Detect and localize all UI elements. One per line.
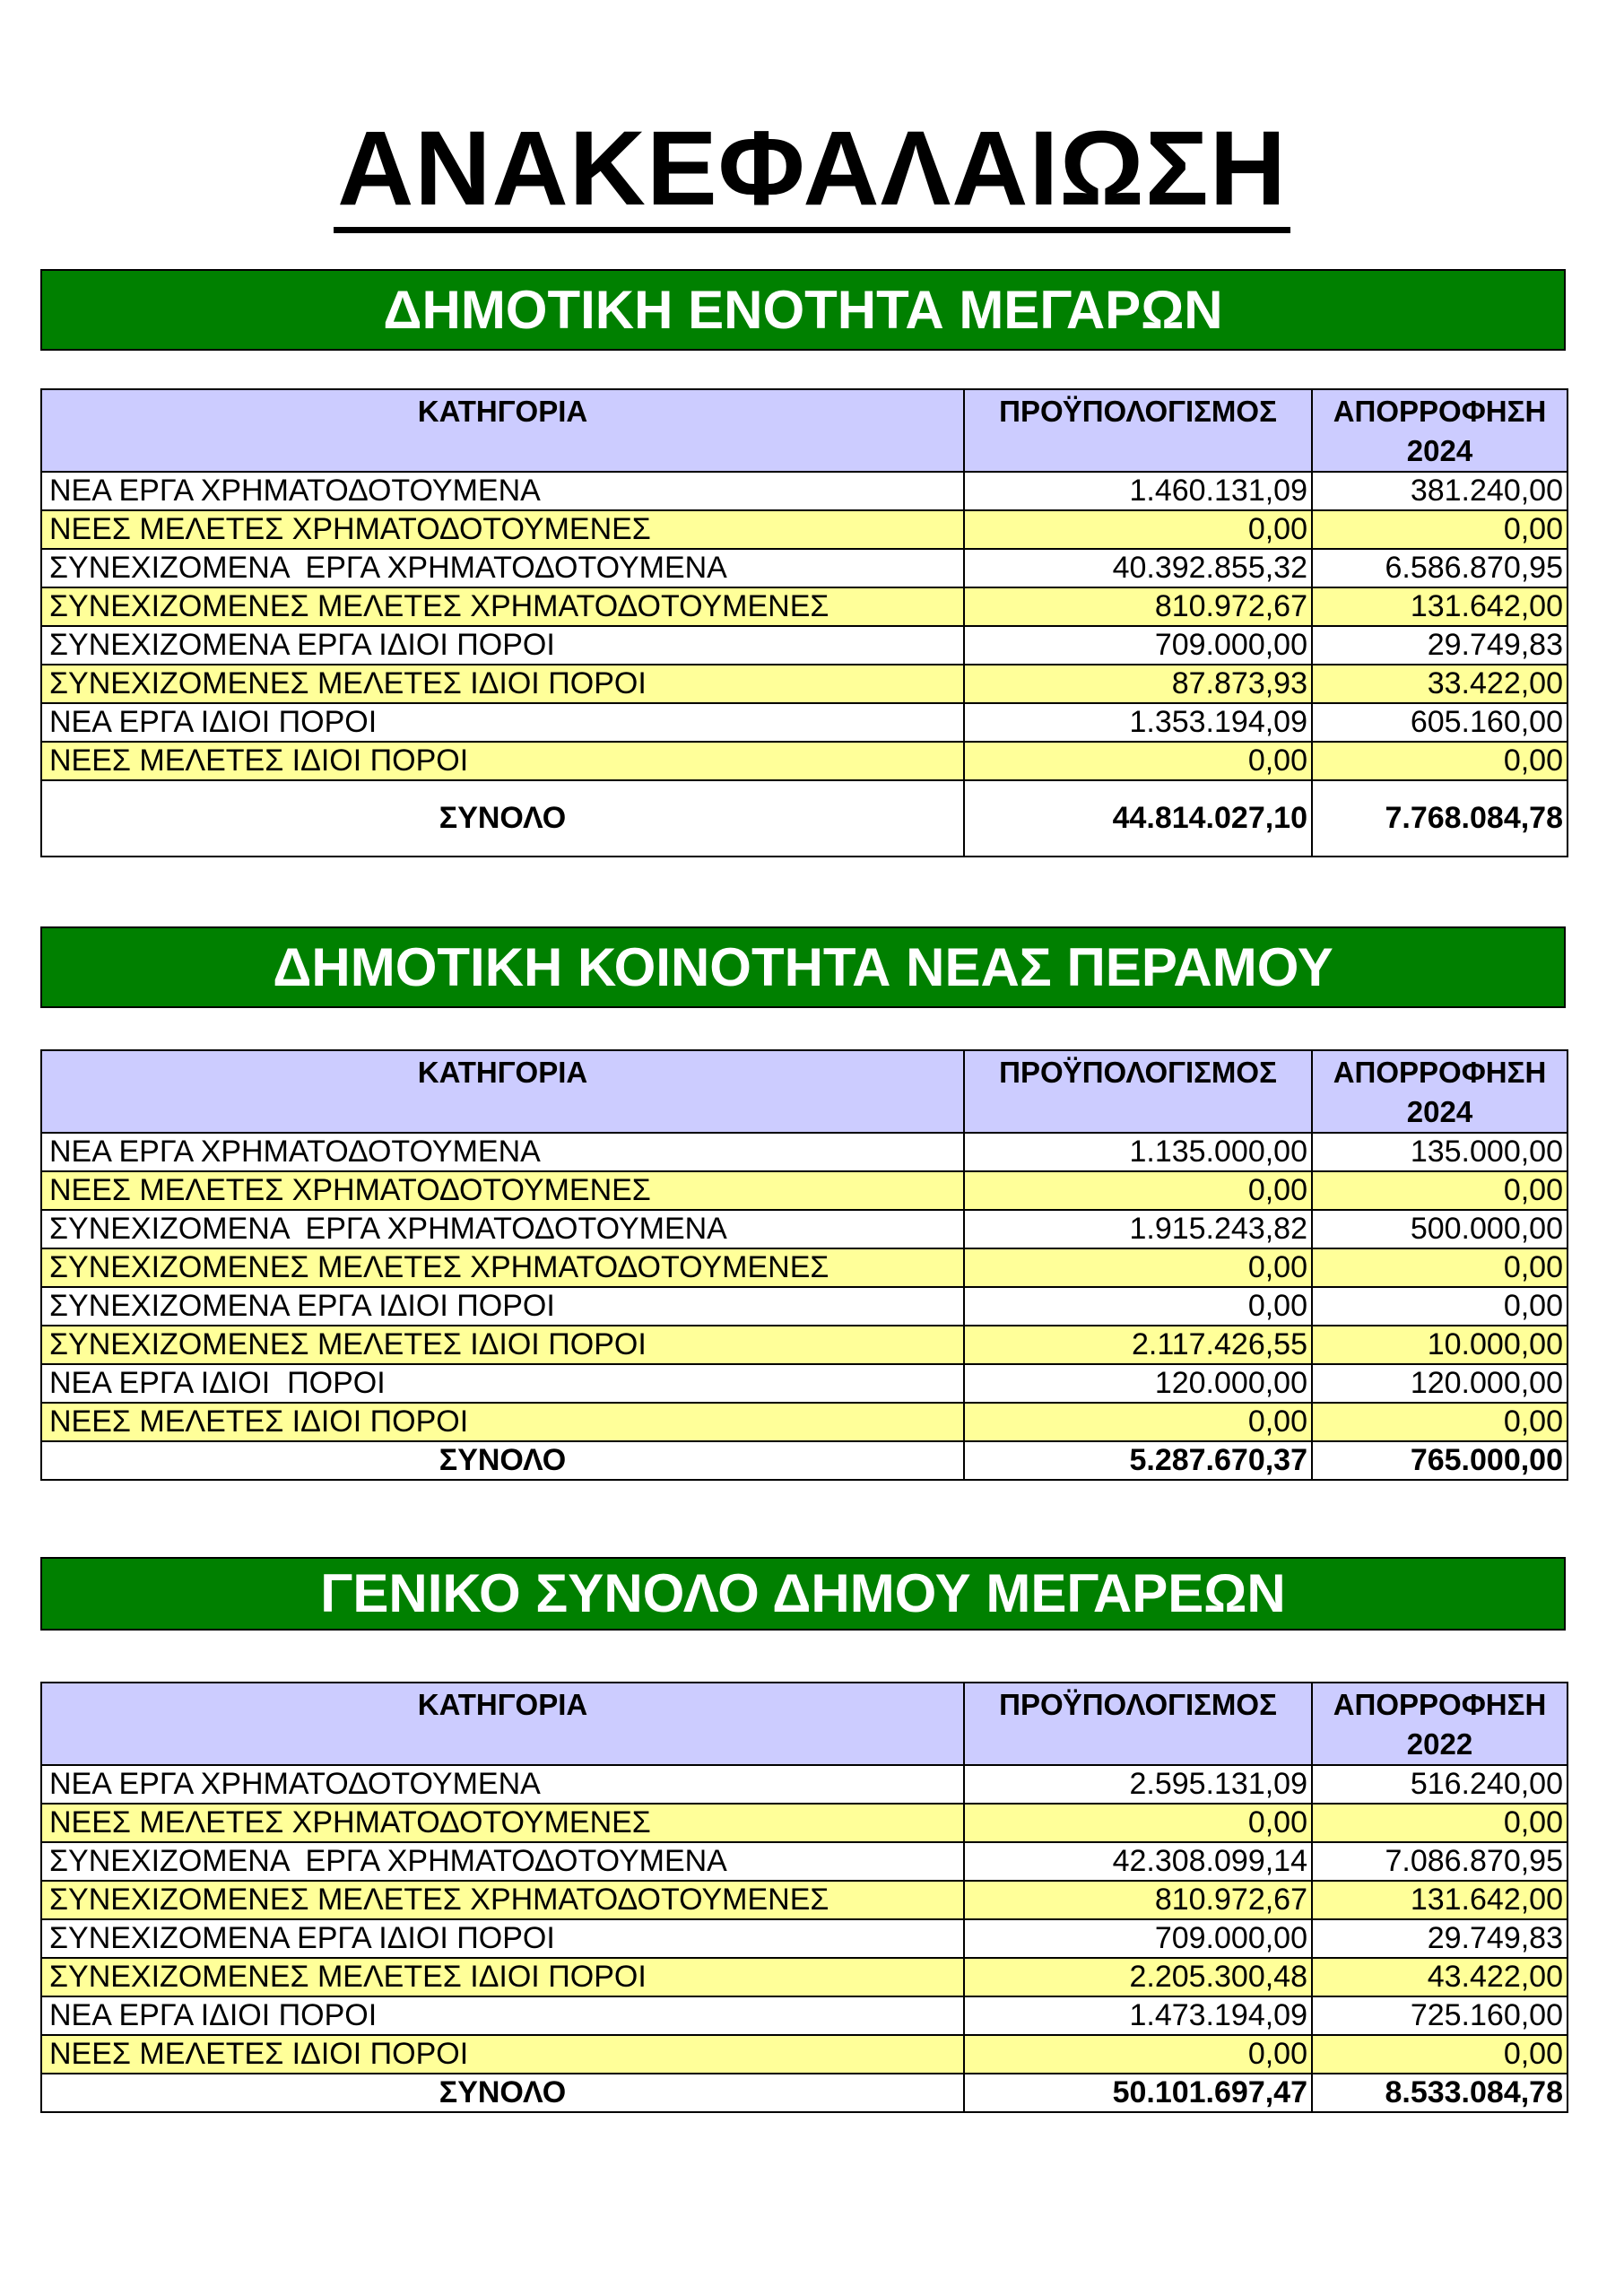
row-absorption: 33.422,00 [1312,665,1568,703]
row-budget: 0,00 [964,1287,1312,1326]
row-budget: 0,00 [964,1171,1312,1210]
table-row [41,1765,1568,1804]
total-budget: 5.287.670,37 [964,1441,1312,1480]
column-header-year: 2024 [1406,434,1473,467]
table-total-row [41,2074,1568,2112]
section-heading-text: ΓΕΝΙΚΟ ΣΥΝΟΛΟ ΔΗΜΟΥ ΜΕΓΑΡΕΩΝ [320,1563,1286,1623]
summary-table-nea-peramos [40,1049,1568,1481]
table-row [41,1133,1568,1171]
table-row [41,2035,1568,2074]
table-row [41,1881,1568,1919]
column-header-absorption [1312,1683,1568,1765]
column-header-budget: ΠΡΟΫΠΟΛΟΓΙΣΜΟΣ [964,1050,1312,1133]
row-budget: 1.135.000,00 [964,1133,1312,1171]
row-category: ΣΥΝΕΧΙΖΟΜΕΝΕΣ ΜΕΛΕΤΕΣ ΙΔΙΟΙ ΠΟΡΟΙ [41,1958,964,1996]
row-budget: 1.460.131,09 [964,472,1312,510]
row-absorption: 10.000,00 [1312,1326,1568,1364]
row-budget: 1.473.194,09 [964,1996,1312,2035]
column-header-budget: ΠΡΟΫΠΟΛΟΓΙΣΜΟΣ [964,1683,1312,1765]
row-budget: 40.392.855,32 [964,549,1312,587]
table-row [41,1364,1568,1403]
table-total-row [41,780,1568,857]
row-absorption: 7.086.870,95 [1312,1842,1568,1881]
section-heading-text: ΔΗΜΟΤΙΚΗ ΚΟΙΝΟΤΗΤΑ ΝΕΑΣ ΠΕΡΑΜΟΥ [273,937,1333,997]
total-budget: 44.814.027,10 [964,780,1312,857]
row-category: ΝΕΑ ΕΡΓΑ ΙΔΙΟΙ ΠΟΡΟΙ [41,1996,964,2035]
total-label: ΣΥΝΟΛΟ [41,1441,964,1480]
row-absorption: 0,00 [1312,742,1568,780]
table-row [41,1919,1568,1958]
total-absorption: 765.000,00 [1312,1441,1568,1480]
column-header-absorption-label: ΑΠΟΡΡΟΦΗΣΗ [1333,1688,1547,1721]
row-absorption: 0,00 [1312,510,1568,549]
table-row [41,665,1568,703]
table-row [41,510,1568,549]
row-category: ΝΕΕΣ ΜΕΛΕΤΕΣ ΙΔΙΟΙ ΠΟΡΟΙ [41,742,964,780]
total-absorption: 8.533.084,78 [1312,2074,1568,2112]
row-category: ΝΕΕΣ ΜΕΛΕΤΕΣ ΧΡΗΜΑΤΟΔΟΤΟΥΜΕΝΕΣ [41,1804,964,1842]
row-budget: 0,00 [964,510,1312,549]
row-budget: 0,00 [964,1403,1312,1441]
row-budget: 0,00 [964,1248,1312,1287]
row-category: ΣΥΝΕΧΙΖΟΜΕΝΑ ΕΡΓΑ ΧΡΗΜΑΤΟΔΟΤΟΥΜΕΝΑ [41,1210,964,1248]
table-row [41,1248,1568,1287]
table-header-row [41,389,1568,472]
row-absorption: 120.000,00 [1312,1364,1568,1403]
row-absorption: 0,00 [1312,1287,1568,1326]
table-row [41,703,1568,742]
row-absorption: 0,00 [1312,1403,1568,1441]
row-category: ΣΥΝΕΧΙΖΟΜΕΝΕΣ ΜΕΛΕΤΕΣ ΙΔΙΟΙ ΠΟΡΟΙ [41,665,964,703]
table-row [41,1326,1568,1364]
column-header-budget: ΠΡΟΫΠΟΛΟΓΙΣΜΟΣ [964,389,1312,472]
table-header-row [41,1050,1568,1133]
row-budget: 120.000,00 [964,1364,1312,1403]
table-row [41,626,1568,665]
row-budget: 2.117.426,55 [964,1326,1312,1364]
table-row [41,742,1568,780]
row-absorption: 0,00 [1312,1171,1568,1210]
row-absorption: 725.160,00 [1312,1996,1568,2035]
row-category: ΣΥΝΕΧΙΖΟΜΕΝΕΣ ΜΕΛΕΤΕΣ ΧΡΗΜΑΤΟΔΟΤΟΥΜΕΝΕΣ [41,1248,964,1287]
section-heading-text: ΔΗΜΟΤΙΚΗ ΕΝΟΤΗΤΑ ΜΕΓΑΡΩΝ [383,280,1223,340]
row-budget: 1.353.194,09 [964,703,1312,742]
section-heading-megara [40,269,1566,351]
row-category: ΝΕΑ ΕΡΓΑ ΙΔΙΟΙ ΠΟΡΟΙ [41,1364,964,1403]
table-row [41,472,1568,510]
column-header-category: ΚΑΤΗΓΟΡΙΑ [41,1050,964,1133]
total-label: ΣΥΝΟΛΟ [41,2074,964,2112]
column-header-absorption-label: ΑΠΟΡΡΟΦΗΣΗ [1333,395,1547,428]
row-category: ΣΥΝΕΧΙΖΟΜΕΝΑ ΕΡΓΑ ΧΡΗΜΑΤΟΔΟΤΟΥΜΕΝΑ [41,1842,964,1881]
section-heading-nea-peramos [40,926,1566,1008]
row-category: ΝΕΑ ΕΡΓΑ ΧΡΗΜΑΤΟΔΟΤΟΥΜΕΝΑ [41,1765,964,1804]
row-absorption: 500.000,00 [1312,1210,1568,1248]
row-budget: 0,00 [964,1804,1312,1842]
row-category: ΣΥΝΕΧΙΖΟΜΕΝΕΣ ΜΕΛΕΤΕΣ ΙΔΙΟΙ ΠΟΡΟΙ [41,1326,964,1364]
table-row [41,1403,1568,1441]
row-absorption: 131.642,00 [1312,587,1568,626]
row-category: ΣΥΝΕΧΙΖΟΜΕΝΑ ΕΡΓΑ ΙΔΙΟΙ ΠΟΡΟΙ [41,626,964,665]
row-budget: 2.595.131,09 [964,1765,1312,1804]
row-category: ΝΕΕΣ ΜΕΛΕΤΕΣ ΧΡΗΜΑΤΟΔΟΤΟΥΜΕΝΕΣ [41,1171,964,1210]
row-category: ΝΕΕΣ ΜΕΛΕΤΕΣ ΧΡΗΜΑΤΟΔΟΤΟΥΜΕΝΕΣ [41,510,964,549]
column-header-category: ΚΑΤΗΓΟΡΙΑ [41,1683,964,1765]
row-category: ΝΕΑ ΕΡΓΑ ΧΡΗΜΑΤΟΔΟΤΟΥΜΕΝΑ [41,1133,964,1171]
table-total-row [41,1441,1568,1480]
row-budget: 1.915.243,82 [964,1210,1312,1248]
column-header-year: 2024 [1406,1095,1473,1128]
column-header-year: 2022 [1406,1727,1473,1761]
row-category: ΣΥΝΕΧΙΖΟΜΕΝΕΣ ΜΕΛΕΤΕΣ ΧΡΗΜΑΤΟΔΟΤΟΥΜΕΝΕΣ [41,587,964,626]
total-label: ΣΥΝΟΛΟ [41,780,964,857]
row-category: ΝΕΕΣ ΜΕΛΕΤΕΣ ΙΔΙΟΙ ΠΟΡΟΙ [41,2035,964,2074]
row-absorption: 135.000,00 [1312,1133,1568,1171]
row-absorption: 6.586.870,95 [1312,549,1568,587]
page-title-text: ΑΝΑΚΕΦΑΛΑΙΩΣΗ [334,116,1290,233]
column-header-absorption [1312,389,1568,472]
row-category: ΝΕΕΣ ΜΕΛΕΤΕΣ ΙΔΙΟΙ ΠΟΡΟΙ [41,1403,964,1441]
column-header-absorption-label: ΑΠΟΡΡΟΦΗΣΗ [1333,1056,1547,1089]
table-row [41,1804,1568,1842]
total-absorption: 7.768.084,78 [1312,780,1568,857]
table-row [41,1958,1568,1996]
column-header-absorption [1312,1050,1568,1133]
row-absorption: 43.422,00 [1312,1958,1568,1996]
summary-table-megara [40,388,1568,857]
table-header-row [41,1683,1568,1765]
row-absorption: 29.749,83 [1312,626,1568,665]
row-budget: 810.972,67 [964,587,1312,626]
table-row [41,1842,1568,1881]
row-category: ΣΥΝΕΧΙΖΟΜΕΝΑ ΕΡΓΑ ΙΔΙΟΙ ΠΟΡΟΙ [41,1919,964,1958]
row-absorption: 0,00 [1312,2035,1568,2074]
table-row [41,587,1568,626]
row-budget: 2.205.300,48 [964,1958,1312,1996]
row-absorption: 29.749,83 [1312,1919,1568,1958]
row-category: ΣΥΝΕΧΙΖΟΜΕΝΑ ΕΡΓΑ ΧΡΗΜΑΤΟΔΟΤΟΥΜΕΝΑ [41,549,964,587]
column-header-category: ΚΑΤΗΓΟΡΙΑ [41,389,964,472]
row-category: ΣΥΝΕΧΙΖΟΜΕΝΕΣ ΜΕΛΕΤΕΣ ΧΡΗΜΑΤΟΔΟΤΟΥΜΕΝΕΣ [41,1881,964,1919]
row-budget: 42.308.099,14 [964,1842,1312,1881]
total-budget: 50.101.697,47 [964,2074,1312,2112]
row-absorption: 605.160,00 [1312,703,1568,742]
page-title [0,106,1624,233]
row-absorption: 131.642,00 [1312,1881,1568,1919]
summary-table-grand-total [40,1682,1568,2113]
row-budget: 709.000,00 [964,626,1312,665]
row-category: ΝΕΑ ΕΡΓΑ ΙΔΙΟΙ ΠΟΡΟΙ [41,703,964,742]
row-budget: 0,00 [964,2035,1312,2074]
table-row [41,1287,1568,1326]
row-category: ΣΥΝΕΧΙΖΟΜΕΝΑ ΕΡΓΑ ΙΔΙΟΙ ΠΟΡΟΙ [41,1287,964,1326]
row-absorption: 381.240,00 [1312,472,1568,510]
row-budget: 87.873,93 [964,665,1312,703]
table-row [41,1210,1568,1248]
row-absorption: 0,00 [1312,1248,1568,1287]
row-budget: 810.972,67 [964,1881,1312,1919]
table-row [41,1171,1568,1210]
table-row [41,549,1568,587]
table-row [41,1996,1568,2035]
row-absorption: 516.240,00 [1312,1765,1568,1804]
section-heading-grand-total [40,1557,1566,1631]
row-budget: 0,00 [964,742,1312,780]
row-category: ΝΕΑ ΕΡΓΑ ΧΡΗΜΑΤΟΔΟΤΟΥΜΕΝΑ [41,472,964,510]
row-absorption: 0,00 [1312,1804,1568,1842]
row-budget: 709.000,00 [964,1919,1312,1958]
